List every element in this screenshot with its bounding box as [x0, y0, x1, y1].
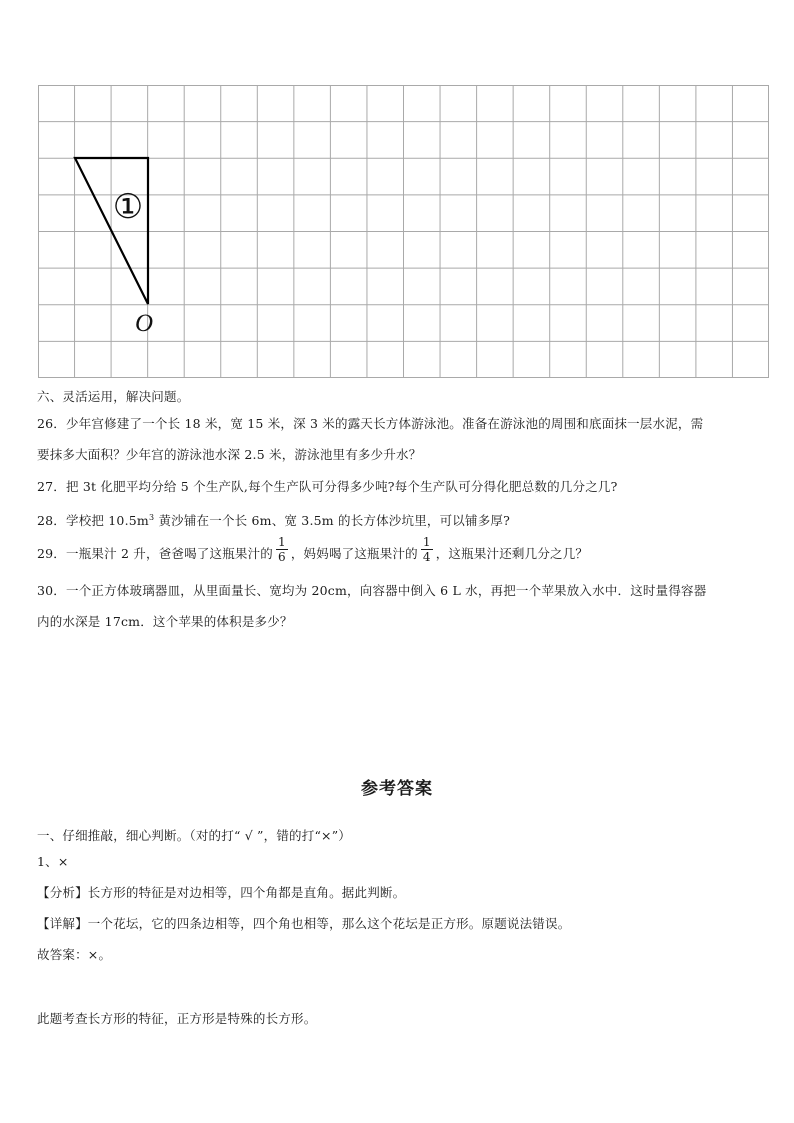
- q29-part3: ，这瓶果汁还剩几分之几？: [435, 546, 589, 561]
- q29-frac1-den: 6: [278, 550, 286, 564]
- q29-part2: ，妈妈喝了这瓶果汁的: [290, 546, 418, 561]
- q28-sup: 3: [148, 513, 155, 522]
- triangle-label: ①: [112, 187, 144, 227]
- answer-1-analysis: 【分析】长方形的特征是对边相等，四个角都是直角。据此判断。: [37, 885, 406, 900]
- q29-fraction-2: [421, 535, 433, 564]
- q28-after: 黄沙铺在一个长 6m、宽 3.5m 的长方体沙坑里，可以铺多厚?: [154, 513, 510, 529]
- q29-frac2-num: 1: [422, 535, 431, 549]
- q28-text: [37, 509, 510, 530]
- answer-1-final: 故答案：×。: [37, 947, 112, 962]
- q30-line2: 内的水深是 17cm．这个苹果的体积是多少？: [37, 614, 293, 629]
- answer-1-note: 此题考查长方形的特征，正方形是特殊的长方形。: [37, 1011, 317, 1026]
- q28-before: 28．学校把 10.5m: [37, 513, 149, 529]
- section6-heading: 六、灵活运用，解决问题。: [37, 389, 190, 404]
- q29-frac1-num: 1: [278, 535, 286, 549]
- answers-section1-heading: 一、仔细推敲，细心判断。（对的打“ √ ”，错的打“×”）: [37, 828, 351, 843]
- grid-figure: [38, 85, 769, 378]
- q27-text: 27．把 3t 化肥平均分给 5 个生产队,每个生产队可分得多少吨?每个生产队可分得化肥总数的几分之几?: [37, 479, 618, 494]
- grid-svg: [38, 85, 769, 378]
- answer-1-detail: 【详解】一个花坛，它的四条边相等，四个角也相等，那么这个花坛是正方形。原题说法错误。: [37, 916, 571, 931]
- q29-text: [37, 535, 589, 564]
- answer-1-number: 1、×: [37, 854, 69, 869]
- q29-fraction-1: [276, 535, 288, 564]
- point-label: O: [135, 310, 154, 337]
- answers-title: 参考答案: [361, 779, 433, 799]
- q26-line1: 26．少年宫修建了一个长 18 米，宽 15 米，深 3 米的露天长方体游泳池。准备在游泳池的周围和底面抹一层水泥，需: [37, 416, 704, 431]
- q29-frac2-den: 4: [422, 550, 431, 564]
- q30-line1: 30．一个正方体玻璃器皿，从里面量长、宽均为 20cm，向容器中倒入 6 L 水，再把一个苹果放入水中．这时量得容器: [37, 583, 707, 598]
- q26-line2: 要抹多大面积？少年宫的游泳池水深 2.5 米，游泳池里有多少升水？: [37, 447, 422, 462]
- q29-part1: 29．一瓶果汁 2 升，爸爸喝了这瓶果汁的: [37, 546, 274, 561]
